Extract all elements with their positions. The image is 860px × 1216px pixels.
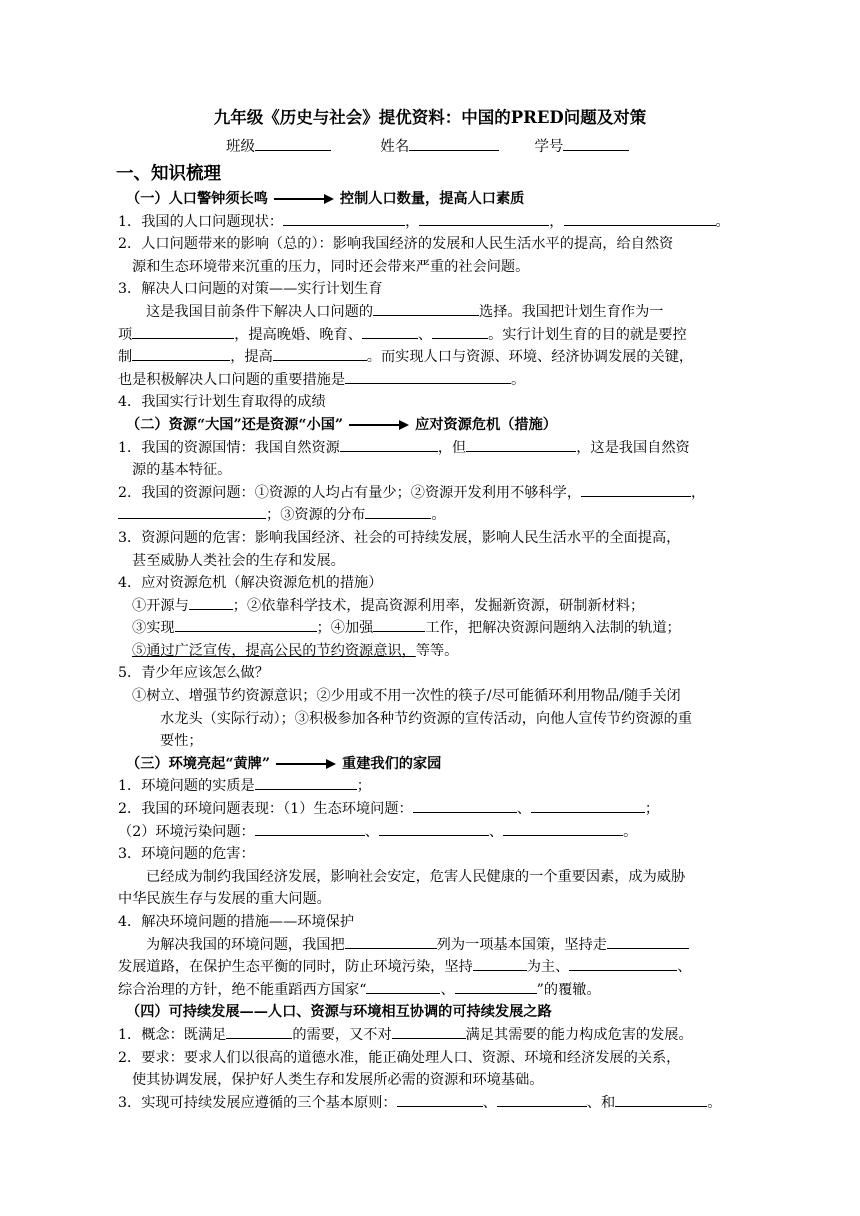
name-label: 姓名 <box>380 139 410 155</box>
question-line: 4．解决环境问题的措施——环境保护 <box>118 914 355 930</box>
measure-text: ③实现 <box>132 620 175 637</box>
measure-line <box>118 617 732 640</box>
answer-blank[interactable] <box>413 798 517 813</box>
paragraph-line <box>118 301 732 324</box>
answer-blank[interactable] <box>118 504 266 519</box>
subsection-title: （三）环境亮起“黄牌” <box>126 755 271 772</box>
question-text: ， <box>691 484 706 501</box>
answer-blank[interactable] <box>345 369 511 384</box>
paragraph-text: 这是我国目前条件下解决人口问题的 <box>146 303 374 320</box>
paragraph-text: 也是积极解决人口问题的重要措施是 <box>118 371 346 388</box>
subsection-heading-sustainable: （四）可持续发展——人口、资源与环境相互协调的可持续发展之路 <box>126 1004 552 1021</box>
question-text: 、 <box>488 823 504 840</box>
arrow-right-icon <box>276 759 336 769</box>
question-line: 3．环境问题的危害： <box>118 846 255 863</box>
measure-line <box>118 595 732 618</box>
question-line <box>118 504 732 527</box>
question-text: ， <box>549 213 564 230</box>
answer-blank[interactable] <box>392 1024 466 1039</box>
answer-blank[interactable] <box>379 821 489 836</box>
subsection-title: （一）人口警钟须长鸣 <box>126 191 268 207</box>
question-text: 的需要，又不对 <box>292 1026 392 1043</box>
question-line <box>118 821 732 844</box>
question-text: 1．概念：既满足 <box>118 1026 227 1043</box>
question-text: 。 <box>715 213 730 230</box>
measure-text: 工作，把解决资源问题纳入法制的轨道； <box>425 620 681 637</box>
paragraph-line <box>118 956 732 979</box>
paragraph-text: 、 <box>440 981 455 998</box>
arrow-right-icon <box>349 420 409 430</box>
question-text: 满足其需要的能力构成危害的发展。 <box>465 1026 693 1043</box>
answer-blank[interactable] <box>373 617 425 632</box>
subsection-goal: 应对资源危机（措施） <box>415 416 557 433</box>
question-text: ，但 <box>437 439 467 456</box>
answer-blank[interactable] <box>362 324 418 339</box>
paragraph-text: 。而实现人口与资源、环境、经济协调发展的关键， <box>366 349 694 366</box>
question-text: 1．我国的资源国情：我国自然资源 <box>118 439 340 456</box>
paragraph-text: 、 <box>677 959 692 976</box>
question-line <box>118 798 732 821</box>
answer-blank[interactable] <box>132 324 234 339</box>
answer-blank[interactable] <box>503 821 623 836</box>
answer-blank[interactable] <box>366 979 440 994</box>
answer-blank[interactable] <box>615 1092 707 1107</box>
question-text: 。 <box>431 507 446 524</box>
question-text: 、 <box>516 801 531 818</box>
measure-text: ①开源与 <box>132 597 189 614</box>
question-text: ，这是我国自然资 <box>576 439 690 456</box>
question-line: 使其协调发展，保护好人类生存和发展所必需的资源和环境基础。 <box>132 1072 544 1089</box>
answer-blank[interactable] <box>455 979 537 994</box>
question-line <box>118 775 732 798</box>
question-line: 源和生态环境带来沉重的压力，同时还会带来严重的社会问题。 <box>132 258 530 275</box>
subsection-heading-environment <box>118 753 732 776</box>
paragraph-text: 。 <box>511 371 526 388</box>
paragraph-text: ，提高晚婚、晚育、 <box>234 326 362 343</box>
question-text: 1．我国的人口问题现状： <box>118 213 284 230</box>
question-text: ；③资源的分布 <box>266 507 366 524</box>
question-text: ； <box>356 778 371 795</box>
answer-blank[interactable] <box>581 482 691 497</box>
question-line: 甚至威胁人类社会的生存和发展。 <box>132 552 345 569</box>
question-line: 3．解决人口问题的对策——实行计划生育 <box>118 281 383 298</box>
paragraph-text: 为解决我国的环境问题，我国把 <box>146 936 345 953</box>
document-title: 九年级《历史与社会》提优资料：中国的PRED问题及对策 <box>213 108 647 127</box>
subsection-heading-resources <box>118 414 732 437</box>
answer-blank[interactable] <box>255 775 357 790</box>
question-text: 。 <box>623 823 638 840</box>
arrow-right-icon <box>274 194 334 204</box>
answer-blank[interactable] <box>283 211 405 226</box>
question-text: 。 <box>707 1094 722 1111</box>
paragraph-text: 发展道路，在保护生态平衡的同时，防止环境污染，坚持 <box>118 959 473 976</box>
paragraph-text: 、 <box>417 326 433 343</box>
answer-blank[interactable] <box>189 595 233 610</box>
measure-line <box>118 640 732 663</box>
subsection-title: （二）资源“大国”还是资源“小国” <box>126 416 344 433</box>
paragraph-text: 列为一项基本国策，坚持走 <box>436 936 607 953</box>
answer-blank[interactable] <box>497 1092 587 1107</box>
answer-blank[interactable] <box>175 617 317 632</box>
answer-blank[interactable] <box>226 1024 292 1039</box>
paragraph-line <box>118 979 732 1002</box>
answer-line: ①树立、增强节约资源意识；②少用或不用一次性的筷子/尽可能循环利用物品/随手关闭 <box>132 688 681 705</box>
class-blank[interactable] <box>255 136 331 151</box>
answer-blank[interactable] <box>432 324 488 339</box>
question-text: ； <box>644 801 660 818</box>
paragraph-text: ”的覆辙。 <box>536 981 601 998</box>
measure-text: 等等。 <box>415 642 459 659</box>
paragraph-line: 中华民族生存与发展的重大问题。 <box>118 891 331 908</box>
question-text: 、和 <box>586 1094 616 1111</box>
question-line: 4．应对资源危机（解决资源危机的措施） <box>118 575 383 592</box>
question-text: 1．环境问题的实质是 <box>118 778 255 795</box>
answer-blank[interactable] <box>273 346 367 361</box>
answer-blank[interactable] <box>564 211 716 226</box>
question-line: 源的基本特征。 <box>132 462 232 479</box>
paragraph-text: 制 <box>118 349 133 366</box>
paragraph-text: 项 <box>118 326 133 343</box>
answer-blank[interactable] <box>397 1092 483 1107</box>
answer-blank[interactable] <box>340 437 438 452</box>
answer-blank[interactable] <box>473 956 527 971</box>
question-text: ， <box>405 213 420 230</box>
student-info-line <box>226 135 629 156</box>
answer-blank[interactable] <box>365 504 431 519</box>
question-line: 4．我国实行计划生育取得的成绩 <box>118 394 326 411</box>
subsection-heading-population <box>118 188 732 211</box>
answer-blank[interactable] <box>345 934 437 949</box>
measure-text: ⑤通过广泛宣传，提高公民的节约资源意识， <box>132 642 416 659</box>
question-line <box>118 482 732 505</box>
answer-blank[interactable] <box>132 346 230 361</box>
question-text: 2．我国的环境问题表现：（1）生态环境问题： <box>118 801 413 818</box>
paragraph-text: ，提高 <box>230 349 273 366</box>
answer-blank[interactable] <box>466 437 576 452</box>
paragraph-line: 已经成为制约我国经济发展，影响社会安定，危害人民健康的一个重要因素，成为威胁 <box>146 868 686 885</box>
student-id-blank[interactable] <box>563 136 629 151</box>
student-id-label: 学号 <box>534 139 564 155</box>
question-line: 2．要求：要求人们以很高的道德水准，能正确处理人口、资源、环境和经济发展的关系， <box>118 1049 681 1066</box>
subsection-goal: 重建我们的家园 <box>342 755 442 772</box>
question-text: 2．我国的资源问题：①资源的人均占有量少；②资源开发利用不够科学， <box>118 484 582 501</box>
answer-blank[interactable] <box>607 934 689 949</box>
paragraph-text: 选择。我国把计划生育作为一 <box>479 303 664 320</box>
question-line <box>118 437 732 460</box>
answer-blank[interactable] <box>531 798 645 813</box>
question-text: （2）环境污染问题： <box>118 823 255 840</box>
paragraph-line <box>118 324 732 347</box>
answer-blank[interactable] <box>569 956 677 971</box>
paragraph-text: 。实行计划生育的目的就是要控 <box>488 326 687 343</box>
name-blank[interactable] <box>409 136 499 151</box>
question-line: 2．人口问题带来的影响（总的）：影响我国经济的发展和人民生活水平的提高，给自然资 <box>118 236 674 253</box>
question-line: 3．资源问题的危害：影响我国经济、社会的可持续发展，影响人民生活水平的全面提高， <box>118 529 681 546</box>
question-text: 、 <box>482 1094 497 1111</box>
measure-text: ；④加强 <box>316 620 374 637</box>
paragraph-text: 为主、 <box>526 959 570 976</box>
answer-line: 水龙头（实际行动）；③积极参加各种节约资源的宣传活动，向他人宣传节约资源的重 <box>160 710 693 727</box>
question-text: 、 <box>364 823 379 840</box>
subsection-goal: 控制人口数量，提高人口素质 <box>339 191 525 207</box>
question-line: 5．青少年应该怎么做？ <box>118 665 269 682</box>
measure-text: ；②依靠科学技术，提高资源利用率，发掘新资源，研制新材料； <box>232 597 645 614</box>
paragraph-text: 综合治理的方针，绝不能重蹈西方国家“ <box>118 981 367 998</box>
paragraph-line <box>118 934 732 957</box>
answer-blank[interactable] <box>419 211 549 226</box>
question-line <box>118 1092 732 1115</box>
answer-line: 要性； <box>160 733 203 750</box>
answer-blank[interactable] <box>373 301 479 316</box>
question-line <box>118 211 732 234</box>
answer-blank[interactable] <box>255 821 365 836</box>
question-text: 3．实现可持续发展应遵循的三个基本原则： <box>118 1094 397 1111</box>
section-heading: 一、知识梳理 <box>116 164 221 184</box>
class-label: 班级 <box>226 139 255 155</box>
paragraph-line <box>118 346 732 369</box>
question-line <box>118 1024 732 1047</box>
document-body <box>118 188 732 1114</box>
paragraph-line <box>118 369 732 392</box>
